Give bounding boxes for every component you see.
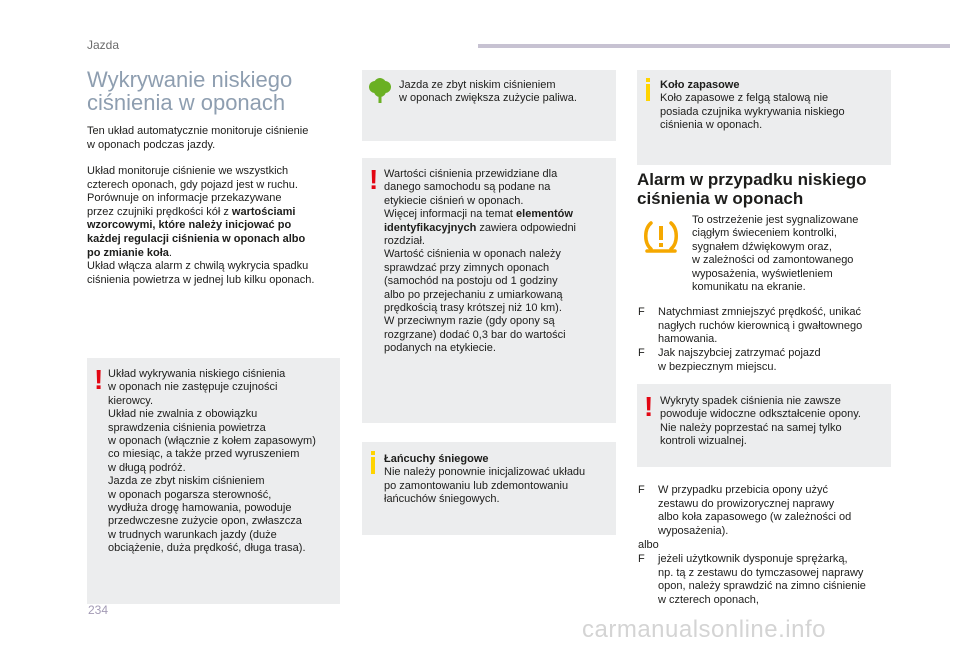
bullet-icon: F	[638, 306, 645, 318]
warning-text: Wykryty spadek ciśnienia nie zawsze powoduje widoczne odkształcenie opony. Nie należy poprzestać na samej tylko kontroli wizualnej.	[660, 395, 861, 448]
list-item: F W przypadku przebicia opony użyć zestawu do prowizorycznej naprawy albo koła zapasowego (w zależności od wyposażenia).	[638, 484, 852, 537]
alarm-text: To ostrzeżenie jest sygnalizowane ciągłym świeceniem kontrolki, sygnałem dźwiękowym oraz, w zależności od zamontowanego wyposażenia, wyświetleniem komunikatu na ekranie.	[692, 214, 859, 294]
list-item: F Natychmiast zmniejszyć prędkość, unikać nagłych ruchów kierownicą i gwałtownego hamowania.	[638, 306, 863, 346]
tire-pressure-warning-icon	[641, 217, 681, 257]
list-item: F jeżeli użytkownik dysponuje sprężarką, np. tą z zestawu do tymczasowej naprawy opon, należy sprawdzić na zimno ciśnienie w czterech oponach,	[638, 553, 866, 606]
title-line: Wykrywanie niskiego	[87, 67, 293, 92]
warning-text: Układ wykrywania niskiego ciśnienia w oponach nie zastępuje czujności kierowcy. Układ nie zwalnia z obowiązku sprawdzenia ciśnienia powietrza w oponach (włącznie z kołem zapasowym) co miesiąc, a także przed wyruszeniem w długą podróż. Jazda ze zbyt niskim ciśnieniem w oponach pogarsza sterowność, wydłuża drogę hamowania, powoduje przedwczesne zużycie opon, zwłaszcza w trudnych warunkach jazdy (duże obciążenie, duża prędkość, długa trasa).	[108, 368, 316, 555]
bullet-icon: F	[638, 553, 645, 565]
description-paragraph: Układ monitoruje ciśnienie we wszystkich czterech oponach, gdy pojazd jest w ruchu. Porównuje on informacje przekazywane przez czujniki prędkości kół z wartościami wzorcowymi, które należy inicjować po każdej regulacji ciśnienia w oponach albo po zmianie koła. Układ włącza alarm z chwilą wykrycia spadku ciśnienia powietrza w jednej lub kilku oponach.	[87, 165, 315, 286]
info-text: Łańcuchy śniegowe Nie należy ponownie inicjalizować układu po zamontowaniu lub zdemontowaniu łańcuchów śniegowych.	[384, 453, 586, 506]
intro-paragraph: Ten układ automatycznie monitoruje ciśnienie w oponach podczas jazdy.	[87, 125, 309, 151]
bullet-icon: F	[638, 347, 645, 359]
eco-tree-icon	[367, 78, 393, 104]
page-number: 234	[88, 603, 109, 617]
list-item: F Jak najszybciej zatrzymać pojazd w bezpiecznym miejscu.	[638, 347, 821, 373]
watermark: carmanualsonline.info	[582, 616, 826, 643]
info-text: Koło zapasowe Koło zapasowe z felgą stalową nie posiada czujnika wykrywania niskiego ciśnienia w oponach.	[660, 79, 845, 132]
warning-icon: !	[94, 364, 104, 395]
warning-icon: !	[369, 164, 379, 195]
section-heading: Alarm w przypadku niskiego ciśnienia w oponach	[637, 170, 867, 208]
eco-text: Jazda ze zbyt niskim ciśnieniem w oponach zwiększa zużycie paliwa.	[399, 79, 577, 105]
warning-icon: !	[644, 391, 654, 422]
info-icon	[371, 451, 375, 474]
title-line: ciśnienia w oponach	[87, 90, 286, 115]
header-bar	[478, 44, 950, 48]
section-header: Jazda	[87, 38, 120, 52]
info-icon	[646, 78, 650, 101]
page-title	[87, 68, 347, 114]
bullet-icon: F	[638, 484, 645, 496]
warning-text: Wartości ciśnienia przewidziane dla danego samochodu są podane na etykiecie ciśnień w oponach. Więcej informacji na temat elementów identyfikacyjnych zawiera odpowiedni rozdział. Wartość ciśnienia w oponach należy sprawdzać przy zimnych oponach (samochód na postoju od 1 godziny albo po przejechaniu z umiarkowaną prędkością trasy krótszej niż 10 km). W przeciwnym razie (gdy opony są rozgrzane) dodać 0,3 bar do wartości podanych na etykiecie.	[384, 168, 576, 355]
albo-text: albo	[638, 539, 659, 551]
